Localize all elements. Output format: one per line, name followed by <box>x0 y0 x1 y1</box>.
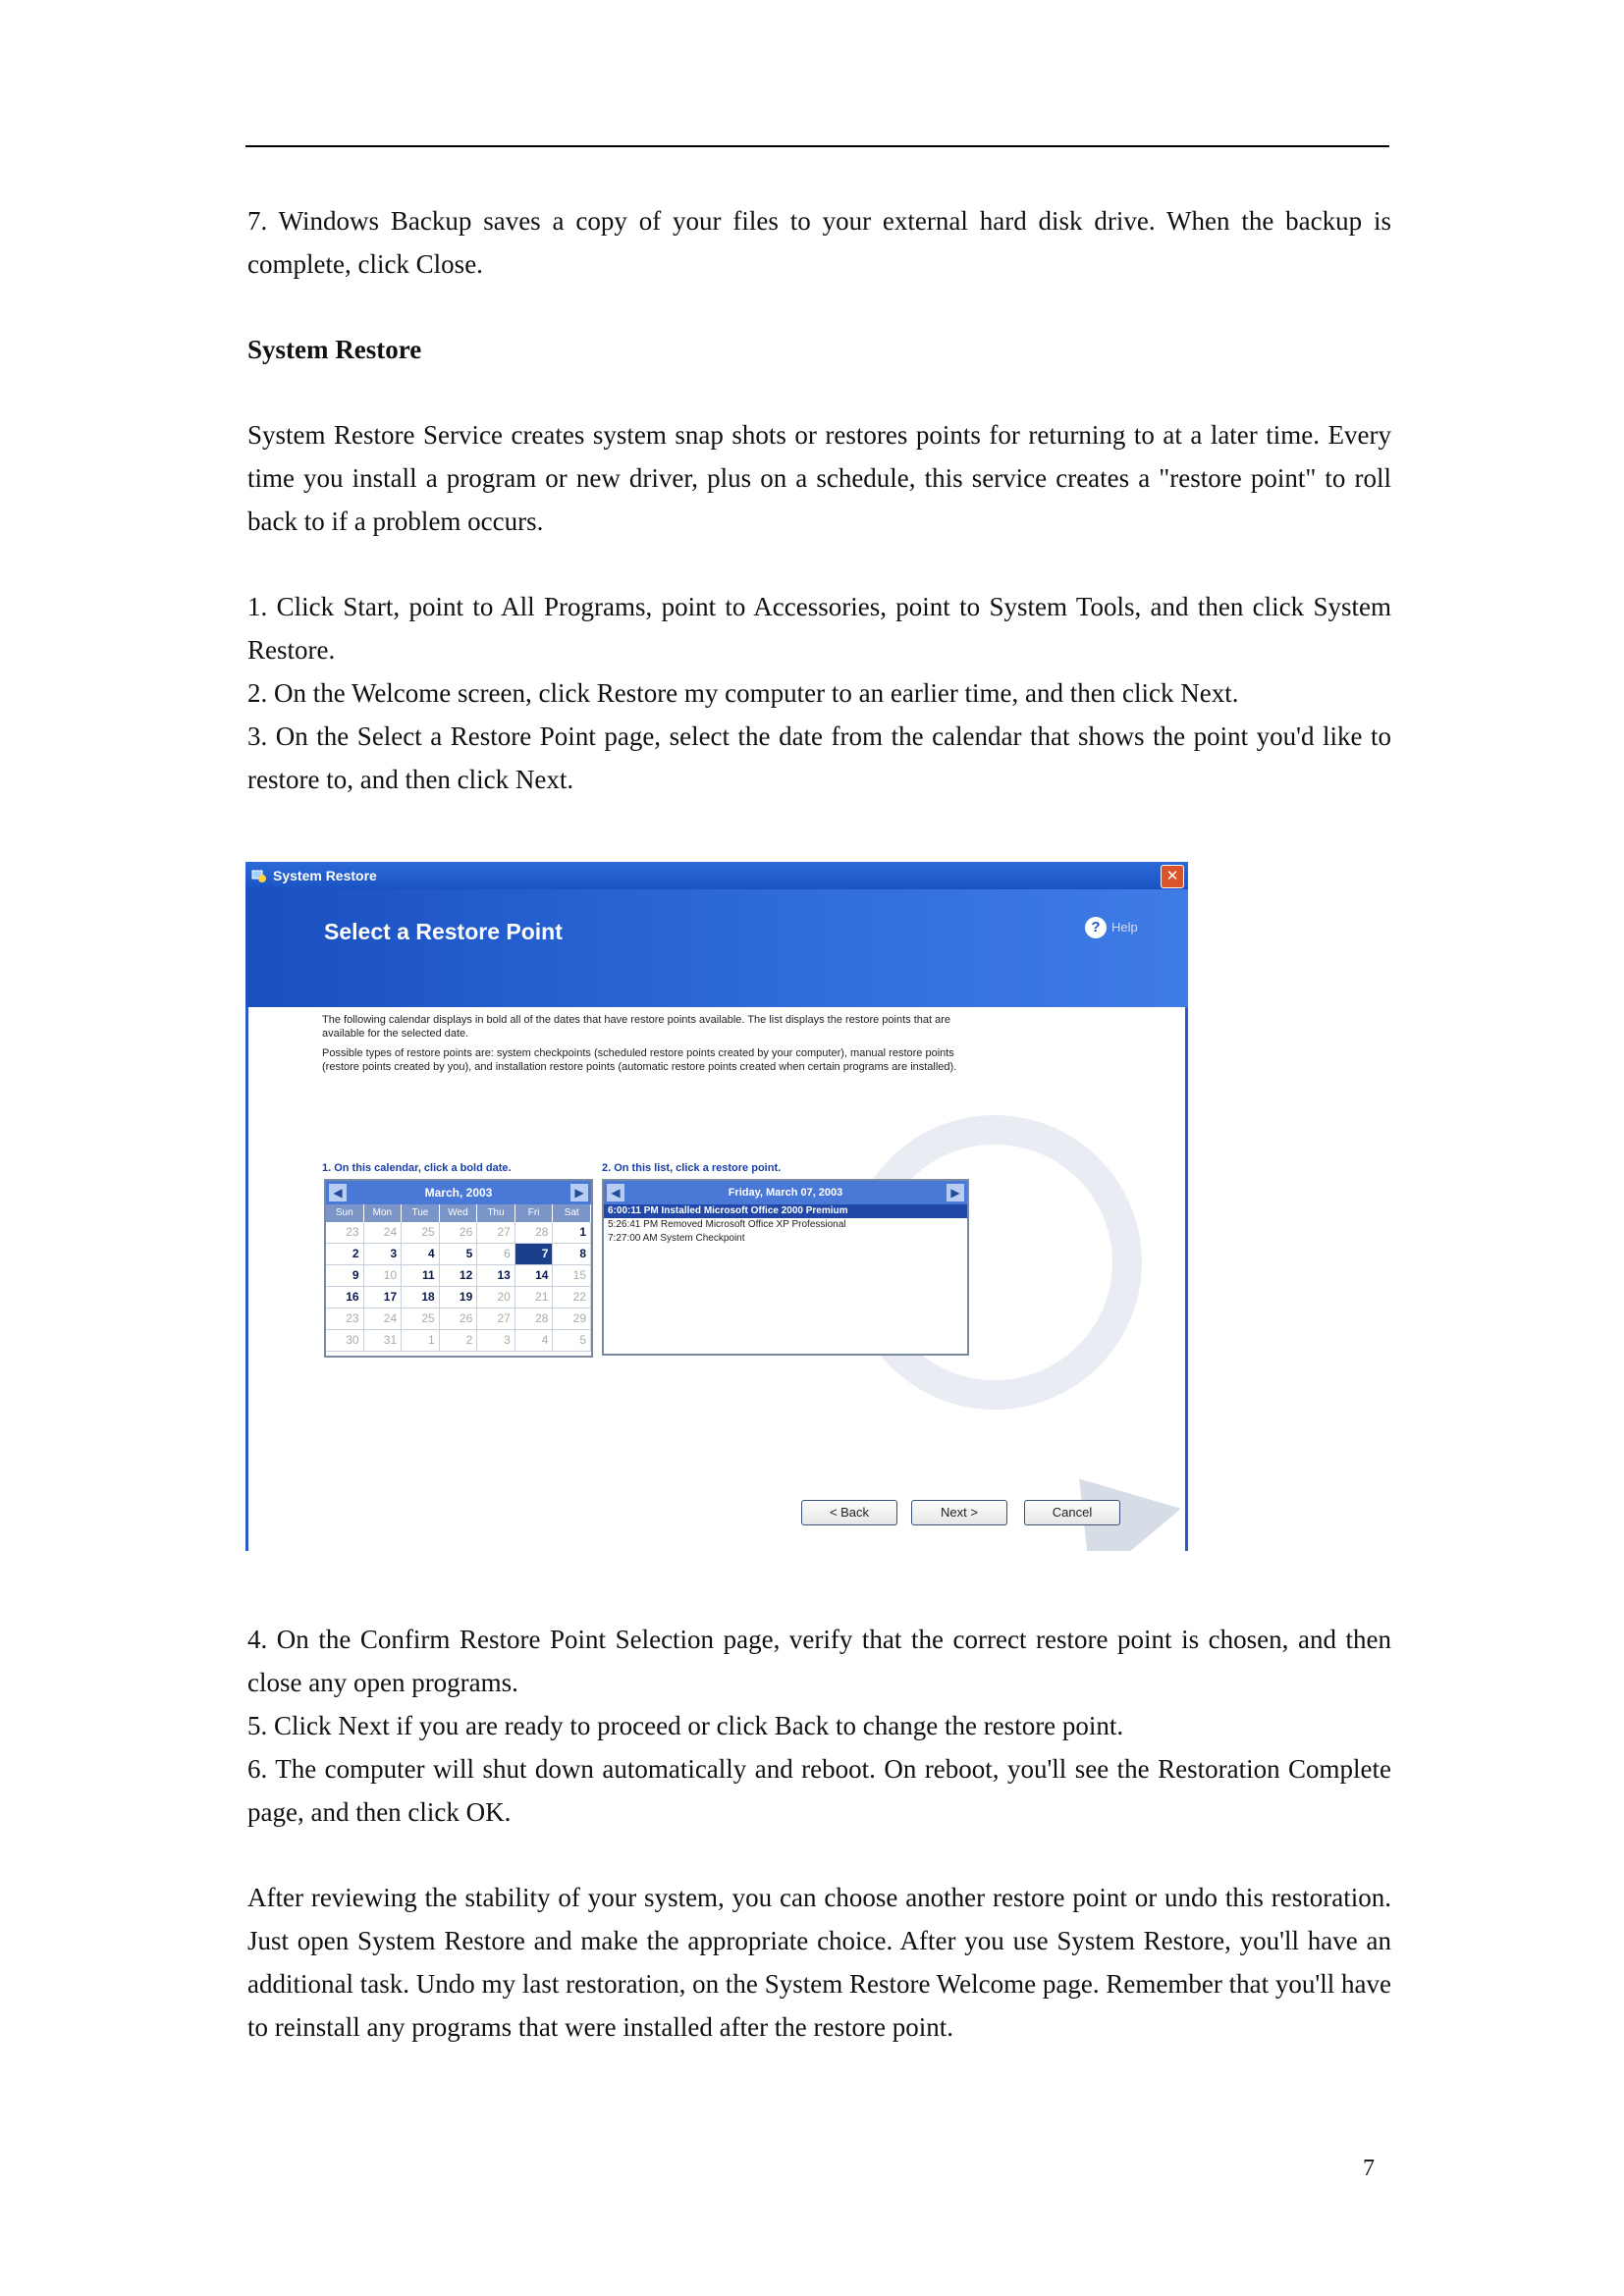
next-month-icon[interactable]: ▶ <box>570 1184 588 1201</box>
calendar-day[interactable]: 26 <box>440 1308 478 1330</box>
step-6: 6. The computer will shut down automatically and reboot. On reboot, you'll see the Restoration Complete page, and then click OK. <box>247 1754 1391 1827</box>
calendar-day[interactable]: 8 <box>553 1244 591 1265</box>
list-date: Friday, March 07, 2003 <box>728 1187 843 1199</box>
next-day-icon[interactable]: ▶ <box>947 1184 964 1201</box>
banner-title: Select a Restore Point <box>324 919 563 944</box>
closing-text: After reviewing the stability of your system, you can choose another restore point or undo this restoration. Just open System Restore and make the appropriate choice. After you use System Restore, you'll have an additional task. Undo my last restoration, on the System Restore Welcome page. Remember that you'll have to reinstall any programs that were installed after the restore point. <box>247 1883 1391 2042</box>
restore-point-item[interactable]: 7:27:00 AM System Checkpoint <box>608 1233 745 1244</box>
window-titlebar <box>245 862 1188 889</box>
restore-arrow-watermark-icon <box>1034 1441 1181 1551</box>
calendar-day[interactable]: 20 <box>477 1287 515 1308</box>
calendar-day[interactable]: 23 <box>326 1222 364 1244</box>
restore-point-list <box>602 1179 969 1356</box>
header-rule <box>245 145 1389 147</box>
step-5: 5. Click Next if you are ready to proceed or click Back to change the restore point. <box>247 1711 1124 1740</box>
list-header <box>604 1181 967 1204</box>
calendar-day[interactable]: 3 <box>477 1330 515 1352</box>
calendar-day[interactable]: 19 <box>440 1287 478 1308</box>
calendar-day[interactable]: 24 <box>364 1222 403 1244</box>
calendar-day[interactable]: 25 <box>402 1308 440 1330</box>
calendar-day[interactable]: 5 <box>440 1244 478 1265</box>
step-1: 1. Click Start, point to All Programs, point to Accessories, point to System Tools, and then click System Restore. <box>247 592 1391 665</box>
step-3: 3. On the Select a Restore Point page, select the date from the calendar that shows the point you'd like to restore to, and then click Next. <box>247 721 1391 794</box>
calendar-month: March, 2003 <box>424 1186 493 1200</box>
window-title: System Restore <box>273 868 377 883</box>
calendar-day[interactable]: 14 <box>515 1265 554 1287</box>
calendar-grid <box>326 1204 591 1352</box>
calendar-day[interactable]: 22 <box>553 1287 591 1308</box>
intro-text: System Restore Service creates system snap shots or restores points for returning to at a later time. Every time you install a program or new driver, plus on a schedule, this service creates a "restore point" to roll back to if a problem occurs. <box>247 420 1391 536</box>
calendar-day[interactable]: 4 <box>402 1244 440 1265</box>
calendar-day[interactable]: 27 <box>477 1222 515 1244</box>
cancel-button[interactable]: Cancel <box>1024 1500 1120 1525</box>
calendar-day[interactable]: 6 <box>477 1244 515 1265</box>
calendar-day[interactable]: 7 <box>515 1244 554 1265</box>
calendar-day[interactable]: 3 <box>364 1244 403 1265</box>
calendar-day[interactable]: 10 <box>364 1265 403 1287</box>
help-link[interactable]: Help <box>1111 920 1138 934</box>
step-2: 2. On the Welcome screen, click Restore my computer to an earlier time, and then click Next. <box>247 678 1239 708</box>
calendar-day[interactable]: 21 <box>515 1287 554 1308</box>
dialog-body <box>245 1007 1188 1551</box>
calendar-day[interactable]: 9 <box>326 1265 364 1287</box>
calendar-day[interactable]: 23 <box>326 1308 364 1330</box>
calendar-day[interactable]: 12 <box>440 1265 478 1287</box>
calendar-day[interactable]: 2 <box>326 1244 364 1265</box>
restore-point-item[interactable]: 5:26:41 PM Removed Microsoft Office XP Professional <box>608 1219 846 1230</box>
backup-step-text: 7. Windows Backup saves a copy of your files to your external hard disk drive. When the backup is complete, click Close. <box>247 206 1391 279</box>
calendar-day[interactable]: 31 <box>364 1330 403 1352</box>
calendar-day-header: Mon <box>364 1204 403 1222</box>
calendar-day[interactable]: 1 <box>402 1330 440 1352</box>
calendar-day[interactable]: 2 <box>440 1330 478 1352</box>
restore-types-description: Possible types of restore points are: system checkpoints (scheduled restore points created by your computer), manual restore points (restore points created by you), and installation restore points (automatic restore points created when certain programs are installed). <box>322 1047 957 1073</box>
calendar-day-header: Tue <box>402 1204 440 1222</box>
calendar-day-header: Wed <box>440 1204 478 1222</box>
calendar-day[interactable]: 28 <box>515 1308 554 1330</box>
restore-calendar <box>324 1179 593 1358</box>
calendar-day-header: Sun <box>326 1204 364 1222</box>
system-restore-heading: System Restore <box>247 335 422 364</box>
calendar-day[interactable]: 27 <box>477 1308 515 1330</box>
calendar-day[interactable]: 17 <box>364 1287 403 1308</box>
dialog-banner <box>245 889 1188 1007</box>
calendar-day[interactable]: 29 <box>553 1308 591 1330</box>
restore-point-item[interactable]: 6:00:11 PM Installed Microsoft Office 2000 Premium <box>604 1204 967 1218</box>
calendar-day[interactable]: 16 <box>326 1287 364 1308</box>
calendar-day[interactable]: 26 <box>440 1222 478 1244</box>
help-icon[interactable]: ? <box>1085 917 1107 938</box>
prev-day-icon[interactable]: ◀ <box>607 1184 624 1201</box>
calendar-day[interactable]: 18 <box>402 1287 440 1308</box>
calendar-header <box>326 1181 591 1204</box>
calendar-day[interactable]: 25 <box>402 1222 440 1244</box>
page-number: 7 <box>1363 2156 1375 2181</box>
calendar-day[interactable]: 15 <box>553 1265 591 1287</box>
system-restore-app-icon <box>251 868 267 883</box>
calendar-day[interactable]: 30 <box>326 1330 364 1352</box>
list-instruction: 2. On this list, click a restore point. <box>602 1162 782 1174</box>
close-icon[interactable]: ✕ <box>1161 865 1184 888</box>
paragraph-backup-step <box>247 199 1391 286</box>
calendar-description: The following calendar displays in bold all of the dates that have restore points available. The list displays the restore points that are available for the selected date. <box>322 1014 950 1040</box>
next-button[interactable]: Next > <box>911 1500 1007 1525</box>
calendar-instruction: 1. On this calendar, click a bold date. <box>322 1162 512 1174</box>
calendar-day[interactable]: 1 <box>553 1222 591 1244</box>
calendar-day[interactable]: 28 <box>515 1222 554 1244</box>
section-heading <box>247 328 1391 371</box>
prev-month-icon[interactable]: ◀ <box>329 1184 347 1201</box>
calendar-day-header: Thu <box>477 1204 515 1222</box>
system-restore-screenshot <box>245 862 1188 1551</box>
calendar-day-header: Fri <box>515 1204 554 1222</box>
paragraph-intro <box>247 413 1391 543</box>
steps-bottom <box>247 1618 1391 1834</box>
calendar-day[interactable]: 13 <box>477 1265 515 1287</box>
calendar-day[interactable]: 24 <box>364 1308 403 1330</box>
steps-top <box>247 585 1391 801</box>
calendar-day[interactable]: 11 <box>402 1265 440 1287</box>
step-4: 4. On the Confirm Restore Point Selection page, verify that the correct restore point is chosen, and then close any open programs. <box>247 1625 1391 1697</box>
back-button[interactable]: < Back <box>801 1500 897 1525</box>
calendar-day-header: Sat <box>553 1204 591 1222</box>
calendar-day[interactable]: 5 <box>553 1330 591 1352</box>
calendar-day[interactable]: 4 <box>515 1330 554 1352</box>
paragraph-closing <box>247 1876 1391 2049</box>
